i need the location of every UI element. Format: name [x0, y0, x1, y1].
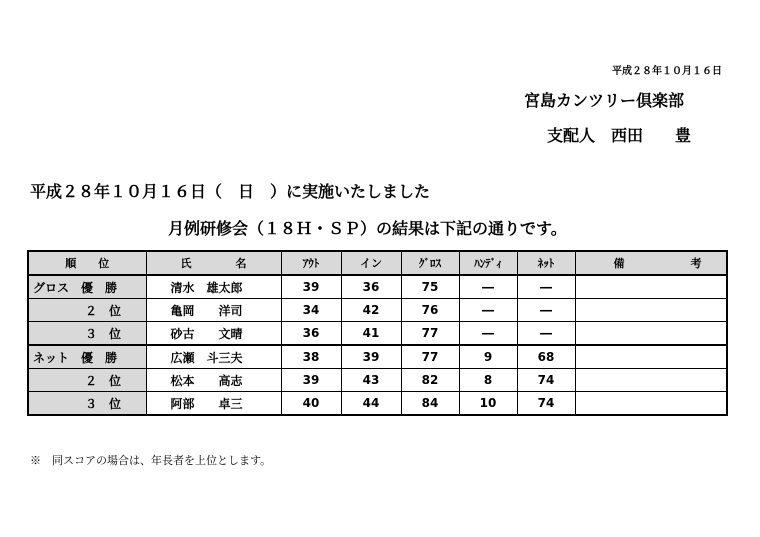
- club-name: 宮島カンツリー倶楽部: [524, 91, 685, 110]
- score-net: 68: [517, 345, 575, 369]
- score-in: 44: [341, 392, 401, 416]
- score-gross: 75: [401, 275, 459, 299]
- table-row: [28, 299, 727, 322]
- score-out: 36: [281, 322, 341, 346]
- score-net: ―: [517, 299, 575, 322]
- remarks-cell: [575, 322, 727, 346]
- header-row: [28, 251, 727, 275]
- score-handicap: 10: [459, 392, 517, 416]
- header-remarks: 備 考: [575, 251, 727, 275]
- score-net: 74: [517, 369, 575, 392]
- remarks-cell: [575, 369, 727, 392]
- document-date: 平成２８年１０月１６日: [612, 66, 722, 77]
- header-rank: 順 位: [28, 251, 146, 275]
- results-table: [27, 250, 728, 416]
- score-net: 74: [517, 392, 575, 416]
- score-in: 36: [341, 275, 401, 299]
- remarks-cell: [575, 275, 727, 299]
- manager-name: 支配人 西田 豊: [547, 126, 692, 145]
- intro-line-1: 平成２８年１０月１６日（ 日 ）に実施いたしました: [30, 182, 431, 201]
- score-gross: 77: [401, 345, 459, 369]
- score-net: ―: [517, 275, 575, 299]
- score-out: 39: [281, 275, 341, 299]
- rank-cell: [28, 369, 146, 392]
- player-name: 松本 高志: [146, 369, 281, 392]
- header-net: ﾈｯﾄ: [517, 251, 575, 275]
- player-name: 亀岡 洋司: [146, 299, 281, 322]
- score-gross: 84: [401, 392, 459, 416]
- rank-category: ネット: [33, 350, 70, 365]
- remarks-cell: [575, 392, 727, 416]
- score-out: 38: [281, 345, 341, 369]
- score-handicap: 8: [459, 369, 517, 392]
- remarks-cell: [575, 299, 727, 322]
- score-in: 41: [341, 322, 401, 346]
- rank-place: ３ 位: [85, 326, 122, 341]
- table-row: [28, 275, 727, 299]
- score-in: 42: [341, 299, 401, 322]
- rank-place: ２ 位: [85, 373, 122, 388]
- table-row: [28, 369, 727, 392]
- intro-line-2: 月例研修会（１８Ｈ・ＳＰ）の結果は下記の通りです。: [168, 219, 567, 238]
- score-gross: 77: [401, 322, 459, 346]
- score-gross: 82: [401, 369, 459, 392]
- rank-cell: [28, 299, 146, 322]
- rank-cell: [28, 322, 146, 346]
- remarks-cell: [575, 345, 727, 369]
- table-row: [28, 392, 727, 416]
- rank-cell: [28, 345, 146, 369]
- header-in: イン: [341, 251, 401, 275]
- rank-category: グロス: [33, 280, 70, 295]
- table-row: [28, 345, 727, 369]
- rank-place: 優 勝: [81, 280, 118, 295]
- footnote: ※ 同スコアの場合は、年長者を上位とします。: [30, 454, 272, 467]
- header-name: 氏 名: [146, 251, 281, 275]
- player-name: 砂古 文晴: [146, 322, 281, 346]
- score-handicap: ―: [459, 322, 517, 346]
- score-gross: 76: [401, 299, 459, 322]
- rank-cell: [28, 275, 146, 299]
- rank-place: ３ 位: [85, 396, 122, 411]
- score-in: 43: [341, 369, 401, 392]
- player-name: 清水 雄太郎: [146, 275, 281, 299]
- header-handicap: ﾊﾝﾃﾞｨ: [459, 251, 517, 275]
- rank-place: ２ 位: [85, 303, 122, 318]
- score-handicap: ―: [459, 275, 517, 299]
- score-out: 34: [281, 299, 341, 322]
- rank-place: 優 勝: [81, 350, 118, 365]
- score-out: 40: [281, 392, 341, 416]
- score-net: ―: [517, 322, 575, 346]
- score-in: 39: [341, 345, 401, 369]
- table-row: [28, 322, 727, 346]
- score-out: 39: [281, 369, 341, 392]
- score-handicap: ―: [459, 299, 517, 322]
- player-name: 広瀬 斗三夫: [146, 345, 281, 369]
- score-handicap: 9: [459, 345, 517, 369]
- header-out: ｱｳﾄ: [281, 251, 341, 275]
- header-gross: ｸﾞﾛｽ: [401, 251, 459, 275]
- rank-cell: [28, 392, 146, 416]
- player-name: 阿部 卓三: [146, 392, 281, 416]
